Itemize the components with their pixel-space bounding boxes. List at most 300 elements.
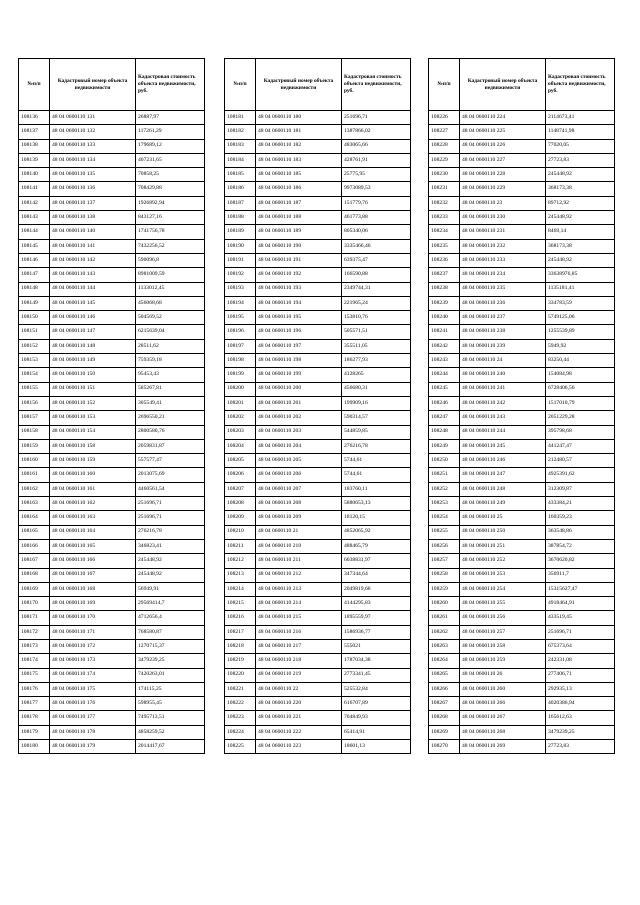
cadastral-number-cell: 48 04 0600110 253 — [460, 568, 546, 582]
table-row — [429, 568, 615, 582]
cadastral-number-cell: 48 04 0600110 175 — [50, 682, 136, 696]
row-number-cell: 108252 — [429, 482, 460, 496]
row-number-cell: 108243 — [429, 354, 460, 368]
cadastral-number-cell: 48 04 0600110 138 — [50, 211, 136, 225]
table-row — [225, 368, 411, 382]
cadastral-cost-cell: 768580,87 — [136, 625, 205, 639]
cadastral-cost-cell: 2051229,28 — [546, 411, 615, 425]
table-row — [19, 482, 205, 496]
table-row — [225, 396, 411, 410]
row-number-cell: 108149 — [19, 296, 50, 310]
table-row — [225, 439, 411, 453]
table-row — [19, 196, 205, 210]
table-row — [19, 396, 205, 410]
row-number-cell: 108195 — [225, 311, 256, 325]
cadastral-cost-cell: 355511,05 — [342, 339, 411, 353]
table-row — [19, 354, 205, 368]
cadastral-number-cell: 48 04 0600110 131 — [50, 111, 136, 125]
row-number-cell: 108253 — [429, 497, 460, 511]
table-row — [225, 497, 411, 511]
cadastral-number-cell: 48 04 0600110 224 — [460, 111, 546, 125]
cadastral-cost-cell: 334783,59 — [546, 296, 615, 310]
row-number-cell: 108143 — [19, 211, 50, 225]
table-row — [429, 654, 615, 668]
cadastral-cost-cell: 1741756,78 — [136, 225, 205, 239]
row-number-cell: 108257 — [429, 554, 460, 568]
cadastral-number-cell: 48 04 0600110 242 — [460, 396, 546, 410]
row-number-cell: 108221 — [225, 682, 256, 696]
row-number-cell: 108185 — [225, 168, 256, 182]
cadastral-cost-cell: 544859,85 — [342, 425, 411, 439]
cadastral-number-cell: 48 04 0600110 201 — [256, 396, 342, 410]
cadastral-number-cell: 48 04 0600110 199 — [256, 368, 342, 382]
row-number-cell: 108218 — [225, 639, 256, 653]
table-row — [225, 239, 411, 253]
row-number-cell: 108256 — [429, 539, 460, 553]
row-number-cell: 108207 — [225, 482, 256, 496]
cadastral-number-cell: 48 04 0600110 190 — [256, 239, 342, 253]
cadastral-number-cell: 48 04 0600110 145 — [50, 296, 136, 310]
cadastral-number-cell: 48 04 0600110 152 — [50, 396, 136, 410]
row-number-cell: 108173 — [19, 639, 50, 653]
cadastral-number-cell: 48 04 0600110 141 — [50, 239, 136, 253]
row-number-cell: 108222 — [225, 697, 256, 711]
table-row — [225, 354, 411, 368]
cadastral-table-2 — [224, 58, 411, 754]
cadastral-cost-cell: 25775,95 — [342, 168, 411, 182]
table-row — [225, 682, 411, 696]
cadastral-cost-cell: 708429,88 — [136, 182, 205, 196]
table-row — [225, 725, 411, 739]
cadastral-cost-cell: 65414,91 — [342, 725, 411, 739]
cadastral-number-cell: 48 04 0600110 23 — [460, 196, 546, 210]
table-row — [19, 296, 205, 310]
cadastral-number-cell: 48 04 0600110 191 — [256, 253, 342, 267]
row-number-cell: 108155 — [19, 382, 50, 396]
cadastral-number-cell: 48 04 0600110 216 — [256, 625, 342, 639]
table-row — [19, 654, 205, 668]
cadastral-number-cell: 48 04 0600110 257 — [460, 625, 546, 639]
cadastral-cost-cell: 1135181,41 — [546, 282, 615, 296]
row-number-cell: 108204 — [225, 439, 256, 453]
cadastral-number-cell: 48 04 0600110 146 — [50, 311, 136, 325]
cadastral-cost-cell: 441247,47 — [546, 439, 615, 453]
table-row — [19, 668, 205, 682]
cadastral-cost-cell: 6215639,04 — [136, 325, 205, 339]
cadastral-number-cell: 48 04 0600110 228 — [460, 168, 546, 182]
row-number-cell: 108266 — [429, 682, 460, 696]
row-number-cell: 108181 — [225, 111, 256, 125]
cadastral-number-cell: 48 04 0600110 254 — [460, 582, 546, 596]
table-row — [429, 725, 615, 739]
row-number-cell: 108153 — [19, 354, 50, 368]
cadastral-number-cell: 48 04 0600110 163 — [50, 511, 136, 525]
cadastral-number-cell: 48 04 0600110 158 — [50, 439, 136, 453]
cadastral-cost-cell: 2013075,69 — [136, 468, 205, 482]
cadastral-cost-cell: 1895559,97 — [342, 611, 411, 625]
cadastral-number-cell: 48 04 0600110 148 — [50, 339, 136, 353]
cadastral-number-cell: 48 04 0600110 249 — [460, 497, 546, 511]
table-row — [19, 454, 205, 468]
cadastral-cost-cell: 3479239,25 — [136, 654, 205, 668]
table-row — [225, 425, 411, 439]
cadastral-cost-cell: 242331,08 — [546, 654, 615, 668]
cadastral-number-cell: 48 04 0600110 237 — [460, 311, 546, 325]
table-row — [429, 125, 615, 139]
cadastral-number-cell: 48 04 0600110 252 — [460, 554, 546, 568]
cadastral-number-cell: 48 04 0600110 208 — [256, 497, 342, 511]
row-number-cell: 108194 — [225, 296, 256, 310]
table-row — [19, 554, 205, 568]
cadastral-number-cell: 48 04 0600110 171 — [50, 625, 136, 639]
cadastral-number-cell: 48 04 0600110 140 — [50, 225, 136, 239]
table-row — [429, 711, 615, 725]
row-number-cell: 108214 — [225, 582, 256, 596]
row-number-cell: 108160 — [19, 454, 50, 468]
row-number-cell: 108216 — [225, 611, 256, 625]
cadastral-number-cell: 48 04 0600110 219 — [256, 668, 342, 682]
cadastral-number-cell: 48 04 0600110 174 — [50, 668, 136, 682]
row-number-cell: 108166 — [19, 539, 50, 553]
cadastral-cost-cell: 174115,25 — [136, 682, 205, 696]
cadastral-cost-cell: 395798,68 — [546, 425, 615, 439]
row-number-cell: 108225 — [225, 740, 256, 754]
cadastral-cost-cell: 4460561,54 — [136, 482, 205, 496]
cadastral-number-cell: 48 04 0600110 231 — [460, 225, 546, 239]
row-number-cell: 108170 — [19, 597, 50, 611]
row-number-cell: 108171 — [19, 611, 50, 625]
cadastral-number-cell: 48 04 0600110 192 — [256, 268, 342, 282]
cadastral-number-cell: 48 04 0600110 26 — [460, 668, 546, 682]
table-row — [225, 311, 411, 325]
cadastral-cost-cell: 1133012,45 — [136, 282, 205, 296]
cadastral-cost-cell: 461773,88 — [342, 211, 411, 225]
cadastral-cost-cell: 154084,98 — [546, 368, 615, 382]
cadastral-number-cell: 48 04 0600110 234 — [460, 268, 546, 282]
cadastral-cost-cell: 27723,83 — [546, 153, 615, 167]
cadastral-cost-cell: 2773341,45 — [342, 668, 411, 682]
cadastral-cost-cell: 2800580,76 — [136, 425, 205, 439]
cadastral-number-cell: 48 04 0600110 235 — [460, 282, 546, 296]
row-number-cell: 108268 — [429, 711, 460, 725]
row-number-cell: 108193 — [225, 282, 256, 296]
cadastral-number-cell: 48 04 0600110 232 — [460, 239, 546, 253]
cadastral-number-cell: 48 04 0600110 202 — [256, 411, 342, 425]
cadastral-cost-cell: 179689,12 — [136, 139, 205, 153]
cadastral-number-cell: 48 04 0600110 147 — [50, 325, 136, 339]
row-number-cell: 108151 — [19, 325, 50, 339]
row-number-cell: 108239 — [429, 296, 460, 310]
cadastral-cost-cell: 456068,68 — [136, 296, 205, 310]
table-row — [19, 268, 205, 282]
table-row — [429, 468, 615, 482]
row-number-cell: 108190 — [225, 239, 256, 253]
table-row — [19, 740, 205, 754]
row-number-cell: 108233 — [429, 211, 460, 225]
row-number-cell: 108228 — [429, 139, 460, 153]
row-number-cell: 108199 — [225, 368, 256, 382]
row-number-cell: 108220 — [225, 668, 256, 682]
cadastral-cost-cell: 590314,57 — [342, 411, 411, 425]
table-row — [19, 382, 205, 396]
cadastral-number-cell: 48 04 0600110 178 — [50, 725, 136, 739]
row-number-cell: 108227 — [429, 125, 460, 139]
table-row — [19, 711, 205, 725]
cadastral-number-cell: 48 04 0600110 210 — [256, 539, 342, 553]
table-row — [429, 740, 615, 754]
cadastral-cost-cell: 387854,72 — [546, 539, 615, 553]
cadastral-cost-cell: 251696,71 — [136, 511, 205, 525]
cadastral-cost-cell: 95453,43 — [136, 368, 205, 382]
table-row — [225, 325, 411, 339]
cadastral-number-cell: 48 04 0600110 183 — [256, 153, 342, 167]
cadastral-cost-cell: 292935,13 — [546, 682, 615, 696]
cadastral-number-cell: 48 04 0600110 217 — [256, 639, 342, 653]
row-number-cell: 108240 — [429, 311, 460, 325]
row-number-cell: 108234 — [429, 225, 460, 239]
row-number-cell: 108210 — [225, 525, 256, 539]
cadastral-cost-cell: 598955,45 — [136, 697, 205, 711]
row-number-cell: 108203 — [225, 425, 256, 439]
table-row — [19, 511, 205, 525]
cadastral-cost-cell: 7420263,01 — [136, 668, 205, 682]
cadastral-cost-cell: 590096,8 — [136, 253, 205, 267]
row-number-cell: 108144 — [19, 225, 50, 239]
cadastral-number-cell: 48 04 0600110 172 — [50, 639, 136, 653]
cadastral-cost-cell: 117261,29 — [136, 125, 205, 139]
cadastral-cost-cell: 368173,38 — [546, 182, 615, 196]
cadastral-cost-cell: 251696,71 — [546, 625, 615, 639]
cadastral-cost-cell: 2014417,67 — [136, 740, 205, 754]
cadastral-cost-cell: 27723,83 — [546, 740, 615, 754]
row-number-cell: 108249 — [429, 439, 460, 453]
row-number-cell: 108197 — [225, 339, 256, 353]
table-row — [225, 196, 411, 210]
cadastral-number-cell: 48 04 0600110 244 — [460, 425, 546, 439]
cadastral-cost-cell: 3479239,25 — [546, 725, 615, 739]
cadastral-number-cell: 48 04 0600110 160 — [50, 468, 136, 482]
table-row — [225, 139, 411, 153]
table-header-row — [225, 59, 411, 111]
cadastral-number-cell: 48 04 0600110 214 — [256, 597, 342, 611]
cadastral-cost-cell: 26887,97 — [136, 111, 205, 125]
row-number-cell: 108136 — [19, 111, 50, 125]
row-number-cell: 108236 — [429, 253, 460, 267]
cadastral-number-cell: 48 04 0600110 153 — [50, 411, 136, 425]
row-number-cell: 108269 — [429, 725, 460, 739]
row-number-cell: 108192 — [225, 268, 256, 282]
table-row — [19, 368, 205, 382]
header-kad-num: Кадастровый номер объекта недвижимости — [50, 59, 136, 111]
row-number-cell: 108169 — [19, 582, 50, 596]
cadastral-cost-cell: 151779,76 — [342, 196, 411, 210]
cadastral-cost-cell: 368173,38 — [546, 239, 615, 253]
cadastral-cost-cell: 5744,61 — [342, 468, 411, 482]
table-row — [429, 611, 615, 625]
table-row — [429, 439, 615, 453]
cadastral-number-cell: 48 04 0600110 137 — [50, 196, 136, 210]
cadastral-number-cell: 48 04 0600110 168 — [50, 582, 136, 596]
table-row — [429, 111, 615, 125]
table-row — [225, 597, 411, 611]
table-row — [19, 111, 205, 125]
table-row — [19, 425, 205, 439]
cadastral-cost-cell: 456680,31 — [342, 382, 411, 396]
row-number-cell: 108202 — [225, 411, 256, 425]
cadastral-cost-cell: 505571,51 — [342, 325, 411, 339]
row-number-cell: 108264 — [429, 654, 460, 668]
cadastral-number-cell: 48 04 0600110 177 — [50, 711, 136, 725]
table-row — [429, 668, 615, 682]
table-row — [429, 325, 615, 339]
row-number-cell: 108250 — [429, 454, 460, 468]
cadastral-number-cell: 48 04 0600110 213 — [256, 582, 342, 596]
cadastral-number-cell: 48 04 0600110 220 — [256, 697, 342, 711]
cadastral-cost-cell: 245448,92 — [546, 168, 615, 182]
cadastral-cost-cell: 4918464,91 — [546, 597, 615, 611]
table-row — [429, 225, 615, 239]
table-row — [19, 239, 205, 253]
cadastral-cost-cell: 428761,91 — [342, 153, 411, 167]
cadastral-number-cell: 48 04 0600110 186 — [256, 182, 342, 196]
cadastral-number-cell: 48 04 0600110 258 — [460, 639, 546, 653]
cadastral-number-cell: 48 04 0600110 206 — [256, 468, 342, 482]
row-number-cell: 108212 — [225, 554, 256, 568]
cadastral-cost-cell: 245448,92 — [136, 568, 205, 582]
row-number-cell: 108158 — [19, 425, 50, 439]
row-number-cell: 108164 — [19, 511, 50, 525]
cadastral-cost-cell: 5744,61 — [342, 454, 411, 468]
table-row — [429, 153, 615, 167]
header-kad-num: Кадастровый номер объекта недвижимости — [460, 59, 546, 111]
table-row — [225, 511, 411, 525]
row-number-cell: 108188 — [225, 211, 256, 225]
cadastral-cost-cell: 4144295,83 — [342, 597, 411, 611]
row-number-cell: 108145 — [19, 239, 50, 253]
cadastral-cost-cell: 433519,45 — [546, 611, 615, 625]
table-row — [19, 468, 205, 482]
cadastral-number-cell: 48 04 0600110 203 — [256, 425, 342, 439]
cadastral-cost-cell: 483065,66 — [342, 139, 411, 153]
cadastral-number-cell: 48 04 0600110 164 — [50, 525, 136, 539]
cadastral-number-cell: 48 04 0600110 165 — [50, 539, 136, 553]
cadastral-cost-cell: 488465,79 — [342, 539, 411, 553]
row-number-cell: 108137 — [19, 125, 50, 139]
table-row — [429, 268, 615, 282]
cadastral-cost-cell: 277406,71 — [546, 668, 615, 682]
cadastral-number-cell: 48 04 0600110 187 — [256, 196, 342, 210]
cadastral-cost-cell: 89712,92 — [546, 196, 615, 210]
row-number-cell: 108180 — [19, 740, 50, 754]
table-row — [429, 396, 615, 410]
row-number-cell: 108261 — [429, 611, 460, 625]
table-row — [19, 153, 205, 167]
cadastral-cost-cell: 83250,44 — [546, 354, 615, 368]
cadastral-cost-cell: 251696,71 — [342, 111, 411, 125]
row-number-cell: 108154 — [19, 368, 50, 382]
row-number-cell: 108267 — [429, 697, 460, 711]
row-number-cell: 108223 — [225, 711, 256, 725]
row-number-cell: 108187 — [225, 196, 256, 210]
cadastral-cost-cell: 346823,41 — [136, 539, 205, 553]
row-number-cell: 108186 — [225, 182, 256, 196]
cadastral-number-cell: 48 04 0600110 247 — [460, 468, 546, 482]
row-number-cell: 108270 — [429, 740, 460, 754]
cadastral-number-cell: 48 04 0600110 136 — [50, 182, 136, 196]
cadastral-number-cell: 48 04 0600110 179 — [50, 740, 136, 754]
table-row — [225, 525, 411, 539]
header-kad-num: Кадастровый номер объекта недвижимости — [256, 59, 342, 111]
table-row — [225, 554, 411, 568]
cadastral-number-cell: 48 04 0600110 240 — [460, 368, 546, 382]
cadastral-number-cell: 48 04 0600110 226 — [460, 139, 546, 153]
row-number-cell: 108238 — [429, 282, 460, 296]
table-row — [19, 697, 205, 711]
cadastral-cost-cell: 245448,92 — [136, 554, 205, 568]
table-row — [225, 482, 411, 496]
cadastral-cost-cell: 407231,65 — [136, 153, 205, 167]
table-row — [19, 182, 205, 196]
table-row — [225, 568, 411, 582]
cadastral-cost-cell: 6728406,56 — [546, 382, 615, 396]
row-number-cell: 108254 — [429, 511, 460, 525]
cadastral-cost-cell: 77020,05 — [546, 139, 615, 153]
cadastral-cost-cell: 18601,13 — [342, 740, 411, 754]
cadastral-cost-cell: 4020386,94 — [546, 697, 615, 711]
row-number-cell: 108248 — [429, 425, 460, 439]
cadastral-number-cell: 48 04 0600110 212 — [256, 568, 342, 582]
cadastral-cost-cell: 616707,89 — [342, 697, 411, 711]
table-row — [429, 639, 615, 653]
row-number-cell: 108139 — [19, 153, 50, 167]
table-row — [225, 654, 411, 668]
header-num: №п/п — [225, 59, 256, 111]
cadastral-number-cell: 48 04 0600110 195 — [256, 311, 342, 325]
table-row — [429, 182, 615, 196]
cadastral-table-1 — [18, 58, 205, 754]
cadastral-number-cell: 48 04 0600110 142 — [50, 253, 136, 267]
table-row — [19, 625, 205, 639]
row-number-cell: 108260 — [429, 597, 460, 611]
row-number-cell: 108217 — [225, 625, 256, 639]
row-number-cell: 108196 — [225, 325, 256, 339]
table-row — [429, 139, 615, 153]
cadastral-number-cell: 48 04 0600110 211 — [256, 554, 342, 568]
cadastral-cost-cell: 2049819,66 — [342, 582, 411, 596]
table-row — [429, 511, 615, 525]
table-row — [19, 253, 205, 267]
cadastral-number-cell: 48 04 0600110 245 — [460, 439, 546, 453]
table-row — [225, 168, 411, 182]
cadastral-cost-cell: 160359,23 — [546, 511, 615, 525]
cadastral-cost-cell: 70858,25 — [136, 168, 205, 182]
table-row — [429, 497, 615, 511]
table-row — [429, 382, 615, 396]
row-number-cell: 108229 — [429, 153, 460, 167]
cadastral-cost-cell: 525532,84 — [342, 682, 411, 696]
table-row — [429, 282, 615, 296]
table-row — [19, 339, 205, 353]
cadastral-cost-cell: 305549,41 — [136, 396, 205, 410]
table-row — [429, 582, 615, 596]
cadastral-number-cell: 48 04 0600110 229 — [460, 182, 546, 196]
cadastral-number-cell: 48 04 0600110 170 — [50, 611, 136, 625]
cadastral-number-cell: 48 04 0600110 215 — [256, 611, 342, 625]
row-number-cell: 108165 — [19, 525, 50, 539]
cadastral-number-cell: 48 04 0600110 133 — [50, 139, 136, 153]
table-row — [225, 582, 411, 596]
cadastral-number-cell: 48 04 0600110 162 — [50, 497, 136, 511]
